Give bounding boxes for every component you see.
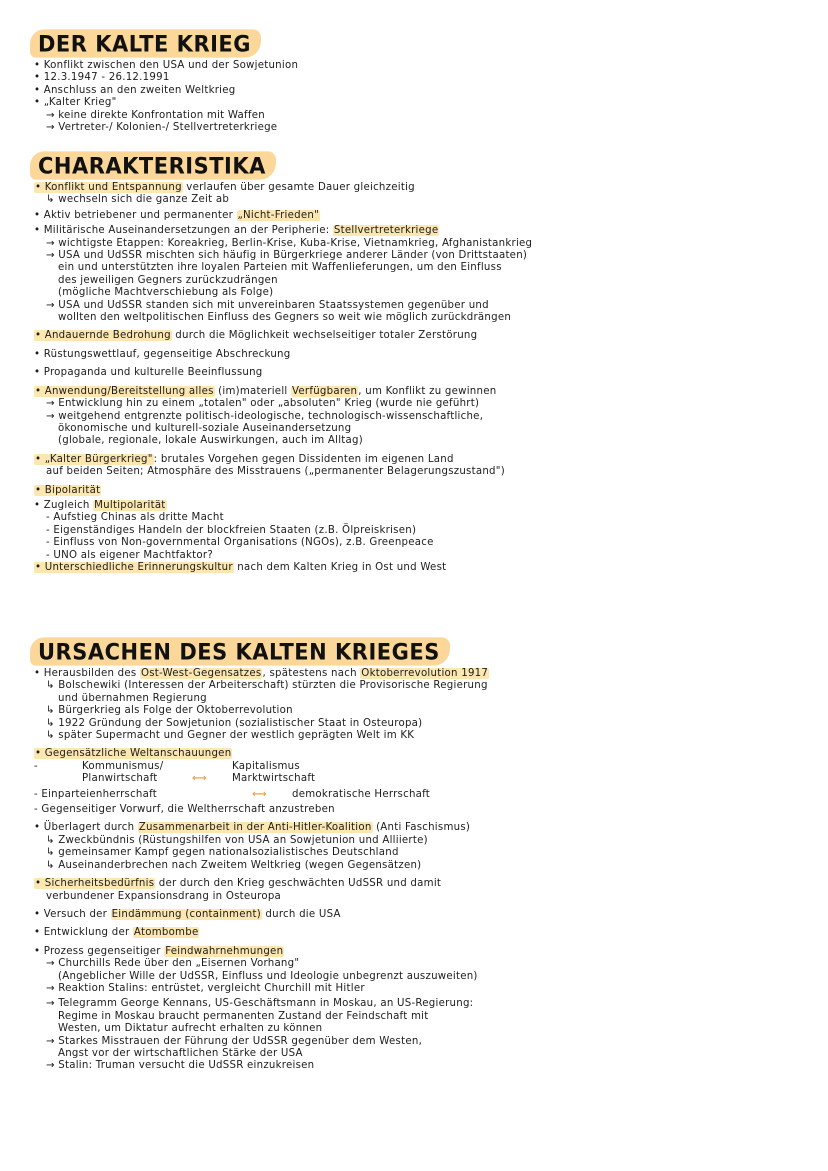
highlight: • Konflikt und Entspannung <box>35 182 182 193</box>
note-line <box>34 454 814 466</box>
note-line <box>34 909 814 921</box>
highlight: Zusammenarbeit in der Anti-Hitler-Koalition <box>138 822 372 834</box>
double-arrow-icon: ⟷ <box>252 788 267 800</box>
note-line <box>34 210 814 222</box>
note-line <box>34 182 814 194</box>
note-text: Kommunismus/ <box>82 760 164 772</box>
highlight: Oktoberrevolution 1917 <box>361 668 489 679</box>
highlight: • Bipolarität <box>35 484 101 496</box>
note-line: und übernahmen Regierung <box>58 692 207 704</box>
note-line: wollten den weltpolitischen Einfluss des Gegners so weit wie möglich zurückdrängen <box>58 312 512 324</box>
highlight: • Andauernde Bedrohung <box>35 330 171 342</box>
note-text: Marktwirtschaft <box>232 773 316 785</box>
highlight: Eindämmung (containment) <box>111 908 261 920</box>
note-line: (mögliche Machtverschiebung als Folge) <box>58 287 274 299</box>
note-text: (im)materiell <box>214 385 291 397</box>
note-line: ↳ gemeinsamer Kampf gegen nationalsozialistisches Deutschland <box>46 847 399 859</box>
note-line: → wichtigste Etappen: Koreakrieg, Berlin-Krise, Kuba-Krise, Vietnamkrieg, Afghanistankrieg <box>46 237 533 249</box>
note-text: (Anti Faschismus) <box>372 822 471 834</box>
note-line: • Konflikt zwischen den USA und der Sowjetunion <box>34 60 299 71</box>
note-line: - Aufstieg Chinas als dritte Macht <box>46 512 224 524</box>
kalter-krieg-notes <box>34 60 814 134</box>
note-line <box>34 946 814 958</box>
note-line: (Angeblicher Wille der UdSSR, Einfluss und Ideologie unbegrenzt auszuweiten) <box>58 970 478 982</box>
highlight: • Anwendung/Bereitstellung alles <box>35 385 214 397</box>
note-text: • Versuch der <box>34 908 111 920</box>
highlight: Stellvertreterkriege <box>333 225 439 237</box>
note-line: - Gegenseitiger Vorwurf, die Weltherrschaft anzustreben <box>34 804 335 816</box>
heading-kalter-krieg: DER KALTE KRIEG <box>30 29 261 57</box>
note-line: • Propaganda und kulturelle Beeinflussung <box>34 367 263 379</box>
note-text: demokratische Herrschaft <box>292 788 431 800</box>
note-text: verlaufen über gesamte Dauer gleichzeitig <box>182 182 415 193</box>
note-line: - Einfluss von Non-governmental Organisations (NGOs), z.B. Greenpeace <box>46 537 434 549</box>
note-line <box>34 761 814 773</box>
note-text: • Aktiv betriebener und permanenter <box>34 209 237 221</box>
note-line <box>34 878 814 890</box>
note-line: • Anschluss an den zweiten Weltkrieg <box>34 84 236 96</box>
note-text: - Einparteienherrschaft <box>34 788 158 800</box>
note-text: Kapitalismus <box>232 760 300 772</box>
note-line: → Entwicklung hin zu einem „totalen" oder „absoluten" Krieg (wurde nie geführt) <box>46 398 480 410</box>
note-line <box>34 225 814 237</box>
charakteristika-notes <box>34 182 814 574</box>
note-line: → weitgehend entgrenzte politisch-ideologische, technologisch-wissenschaftliche, <box>46 410 484 422</box>
note-line: ↳ Zweckbündnis (Rüstungshilfen von USA an Sowjetunion und Alliierte) <box>46 834 428 846</box>
note-line: Regime in Moskau braucht permanenten Zustand der Feindschaft mit <box>58 1010 429 1022</box>
highlight: Atombombe <box>133 927 199 939</box>
note-line: → Telegramm George Kennans, US-Geschäftsmann in Moskau, an US-Regierung: <box>46 998 474 1010</box>
note-line: → Churchills Rede über den „Eisernen Vorhang" <box>46 958 300 970</box>
note-text: - <box>34 760 38 772</box>
highlight: • Unterschiedliche Erinnerungskultur <box>35 561 233 573</box>
highlight: • „Kalter Bürgerkrieg" <box>35 453 153 465</box>
note-line: (globale, regionale, lokale Auswirkungen, auch im Alltag) <box>58 435 363 447</box>
note-line: ↳ später Supermacht und Gegner der westlich geprägten Welt im KK <box>46 730 415 742</box>
note-line <box>34 748 814 760</box>
note-line <box>34 789 814 801</box>
highlight: „Nicht-Frieden" <box>237 209 320 221</box>
note-line: • Rüstungswettlauf, gegenseitige Abschreckung <box>34 348 291 360</box>
highlight: Verfügbaren <box>291 385 358 397</box>
note-line: ein und unterstützten ihre loyalen Parteien mit Waffenlieferungen, um den Einfluss <box>58 262 502 274</box>
note-line: ↳ wechseln sich die ganze Zeit ab <box>46 194 230 206</box>
note-line <box>34 562 814 574</box>
note-line: → USA und UdSSR mischten sich häufig in Bürgerkriege anderer Länder (von Drittstaaten) <box>46 250 528 262</box>
note-text: , spätestens nach <box>262 668 361 679</box>
highlight: • Sicherheitsbedürfnis <box>35 878 155 890</box>
note-line: → Starkes Misstrauen der Führung der UdSSR gegenüber dem Westen, <box>46 1035 423 1047</box>
note-line <box>34 822 814 834</box>
note-line: verbundener Expansionsdrang in Osteuropa <box>46 890 282 902</box>
note-line: ↳ Bolschewiki (Interessen der Arbeiterschaft) stürzten die Provisorische Regierung <box>46 680 488 692</box>
note-text: • Entwicklung der <box>34 927 133 939</box>
note-line: Angst vor der wirtschaftlichen Stärke der USA <box>58 1047 303 1059</box>
note-line: ↳ Auseinanderbrechen nach Zweitem Weltkrieg (wegen Gegensätzen) <box>46 859 422 871</box>
heading-charakteristika: CHARAKTERISTIKA <box>30 151 276 179</box>
note-line <box>34 330 814 342</box>
note-line: - Eigenständiges Handeln der blockfreien Staaten (z.B. Ölpreiskrisen) <box>46 524 417 536</box>
note-line: - UNO als eigener Machtfaktor? <box>46 549 213 561</box>
note-line: → Reaktion Stalins: entrüstet, vergleicht Churchill mit Hitler <box>46 982 365 994</box>
note-line <box>34 485 814 497</box>
note-line <box>34 668 814 680</box>
heading-ursachen: URSACHEN DES KALTEN KRIEGES <box>30 637 450 665</box>
note-line: Westen, um Diktatur aufrecht erhalten zu können <box>58 1023 323 1035</box>
note-text: • Herausbilden des <box>34 668 140 679</box>
note-text: durch die Möglichkeit wechselseitiger totaler Zerstörung <box>171 330 478 342</box>
note-line <box>34 773 814 785</box>
note-text: • Zugleich <box>34 499 94 511</box>
note-text: : brutales Vorgehen gegen Dissidenten im eigenen Land <box>153 453 454 465</box>
ursachen-notes <box>34 668 814 1073</box>
note-line: • 12.3.1947 - 26.12.1991 <box>34 72 170 84</box>
note-line: → USA und UdSSR standen sich mit unvereinbaren Staatssystemen gegenüber und <box>46 299 489 311</box>
note-line: → keine direkte Konfrontation mit Waffen <box>46 109 265 121</box>
double-arrow-icon: ⟷ <box>192 773 207 785</box>
note-line: • „Kalter Krieg" <box>34 97 117 109</box>
section-ursachen <box>34 638 814 1073</box>
section-kalter-krieg <box>34 30 814 134</box>
note-line: des jeweiligen Gegners zurückzudrängen <box>58 274 278 286</box>
note-line: → Vertreter-/ Kolonien-/ Stellvertreterkriege <box>46 122 278 134</box>
note-line: auf beiden Seiten; Atmosphäre des Misstrauens („permanenter Belagerungszustand") <box>46 466 505 478</box>
note-text: • Prozess gegenseitiger <box>34 945 165 957</box>
note-text: • Militärische Auseinandersetzungen an der Peripherie: <box>34 225 333 237</box>
highlight: Multipolarität <box>94 499 166 511</box>
note-line <box>34 927 814 939</box>
note-line: → Stalin: Truman versucht die UdSSR einzukreisen <box>46 1060 315 1072</box>
note-text: durch die USA <box>261 908 341 920</box>
note-line: ökonomische und kulturell-soziale Auseinandersetzung <box>58 422 352 434</box>
note-line: ↳ 1922 Gründung der Sowjetunion (sozialistischer Staat in Osteuropa) <box>46 717 423 729</box>
note-text: Planwirtschaft <box>82 773 158 785</box>
section-charakteristika <box>34 152 814 574</box>
note-text: der durch den Krieg geschwächten UdSSR und damit <box>155 878 442 890</box>
highlight: Feindwahrnehmungen <box>165 945 284 957</box>
note-line <box>34 500 814 512</box>
note-text: nach dem Kalten Krieg in Ost und West <box>233 561 447 573</box>
note-text: , um Konflikt zu gewinnen <box>358 385 497 397</box>
note-line: ↳ Bürgerkrieg als Folge der Oktoberrevolution <box>46 705 293 717</box>
note-text: • Überlagert durch <box>34 822 138 834</box>
highlight: Ost-West-Gegensatzes <box>140 668 262 679</box>
highlight: • Gegensätzliche Weltanschauungen <box>35 748 232 760</box>
note-line <box>34 386 814 398</box>
